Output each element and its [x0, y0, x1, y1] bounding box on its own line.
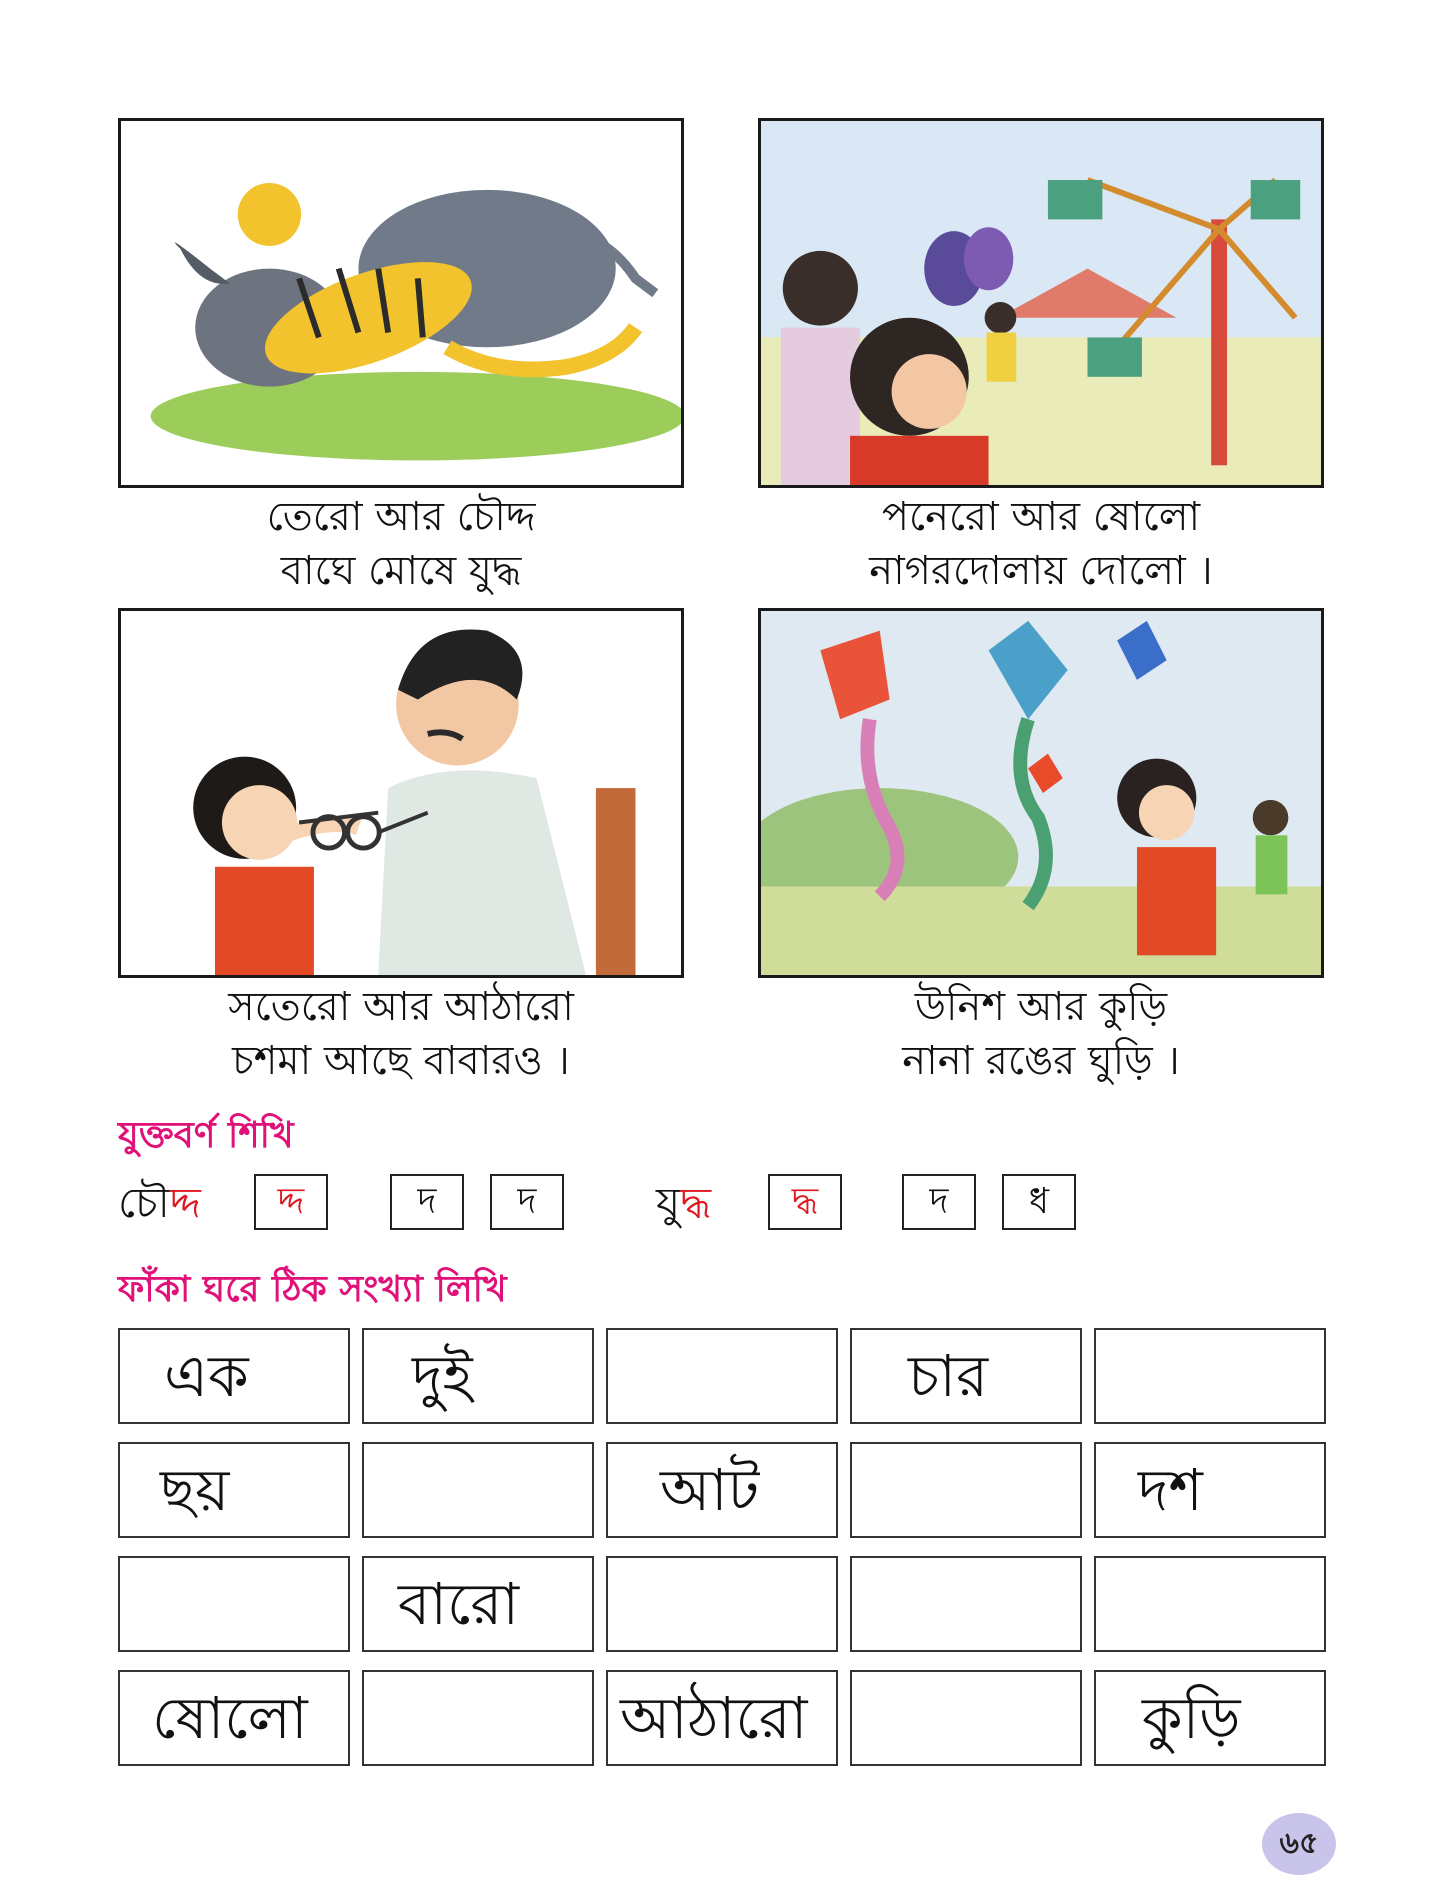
section-heading-fill-numbers: ফাঁকা ঘরে ঠিক সংখ্যা লিখি [118, 1269, 507, 1310]
illustration-fair-ferris-wheel [758, 118, 1324, 488]
conjunct-box: দ্ধ [768, 1174, 842, 1230]
number-cell: এক [118, 1328, 350, 1424]
caption-tiger-buffalo [118, 490, 684, 598]
illustration-tiger-buffalo [118, 118, 684, 488]
caption-line: নাগরদোলায় দোলো । [869, 548, 1213, 594]
section-heading-conjunct: যুক্তবর্ণ শিখি [118, 1115, 294, 1156]
number-cell-blank[interactable] [606, 1328, 838, 1424]
caption-line: সতেরো আর আঠারো [228, 984, 574, 1030]
number-cell: আঠারো [606, 1670, 838, 1766]
number-cell: ছয় [118, 1442, 350, 1538]
conjunct-word-juddho [656, 1170, 711, 1241]
caption-glasses [118, 980, 684, 1088]
caption-line: পনেরো আর ষোলো [881, 494, 1201, 540]
letter-box: দ [902, 1174, 976, 1230]
caption-line: বাঘে মোষে যুদ্ধ [280, 548, 522, 594]
number-cell-blank[interactable] [850, 1670, 1082, 1766]
word-base: চৌ [118, 1178, 170, 1227]
number-cell-blank[interactable] [118, 1556, 350, 1652]
number-cell: ষোলো [118, 1670, 350, 1766]
caption-line: চশমা আছে বাবারও । [232, 1038, 570, 1084]
number-cell-blank[interactable] [362, 1442, 594, 1538]
caption-fair [758, 490, 1324, 598]
number-cell: দশ [1094, 1442, 1326, 1538]
letter-box: দ [490, 1174, 564, 1230]
page-number-badge: ৬৫ [1262, 1813, 1336, 1875]
conjunct-word-choddo [118, 1170, 201, 1241]
caption-kites [758, 980, 1324, 1088]
illustration-kites [758, 608, 1324, 978]
letter-box: দ [390, 1174, 464, 1230]
caption-line: উনিশ আর কুড়ি [914, 984, 1168, 1030]
number-cell: কুড়ি [1094, 1670, 1326, 1766]
caption-line: নানা রঙের ঘুড়ি । [902, 1038, 1180, 1084]
conjunct-row [118, 1170, 1328, 1240]
conjunct-box: দ্দ [254, 1174, 328, 1230]
number-cell: চার [850, 1328, 1082, 1424]
number-cell-blank[interactable] [606, 1556, 838, 1652]
number-cell-blank[interactable] [850, 1442, 1082, 1538]
number-cell-blank[interactable] [1094, 1556, 1326, 1652]
caption-line: তেরো আর চৌদ্দ [266, 494, 536, 540]
illustration-girl-father-glasses [118, 608, 684, 978]
word-base: যু [656, 1178, 681, 1227]
number-cell-blank[interactable] [1094, 1328, 1326, 1424]
word-conjunct: দ্দ [169, 1178, 201, 1227]
letter-box: ধ [1002, 1174, 1076, 1230]
word-conjunct: দ্ধ [680, 1178, 712, 1227]
number-cell-blank[interactable] [362, 1670, 594, 1766]
number-cell: বারো [362, 1556, 594, 1652]
number-cell: আট [606, 1442, 838, 1538]
number-cell: দুই [362, 1328, 594, 1424]
number-cell-blank[interactable] [850, 1556, 1082, 1652]
